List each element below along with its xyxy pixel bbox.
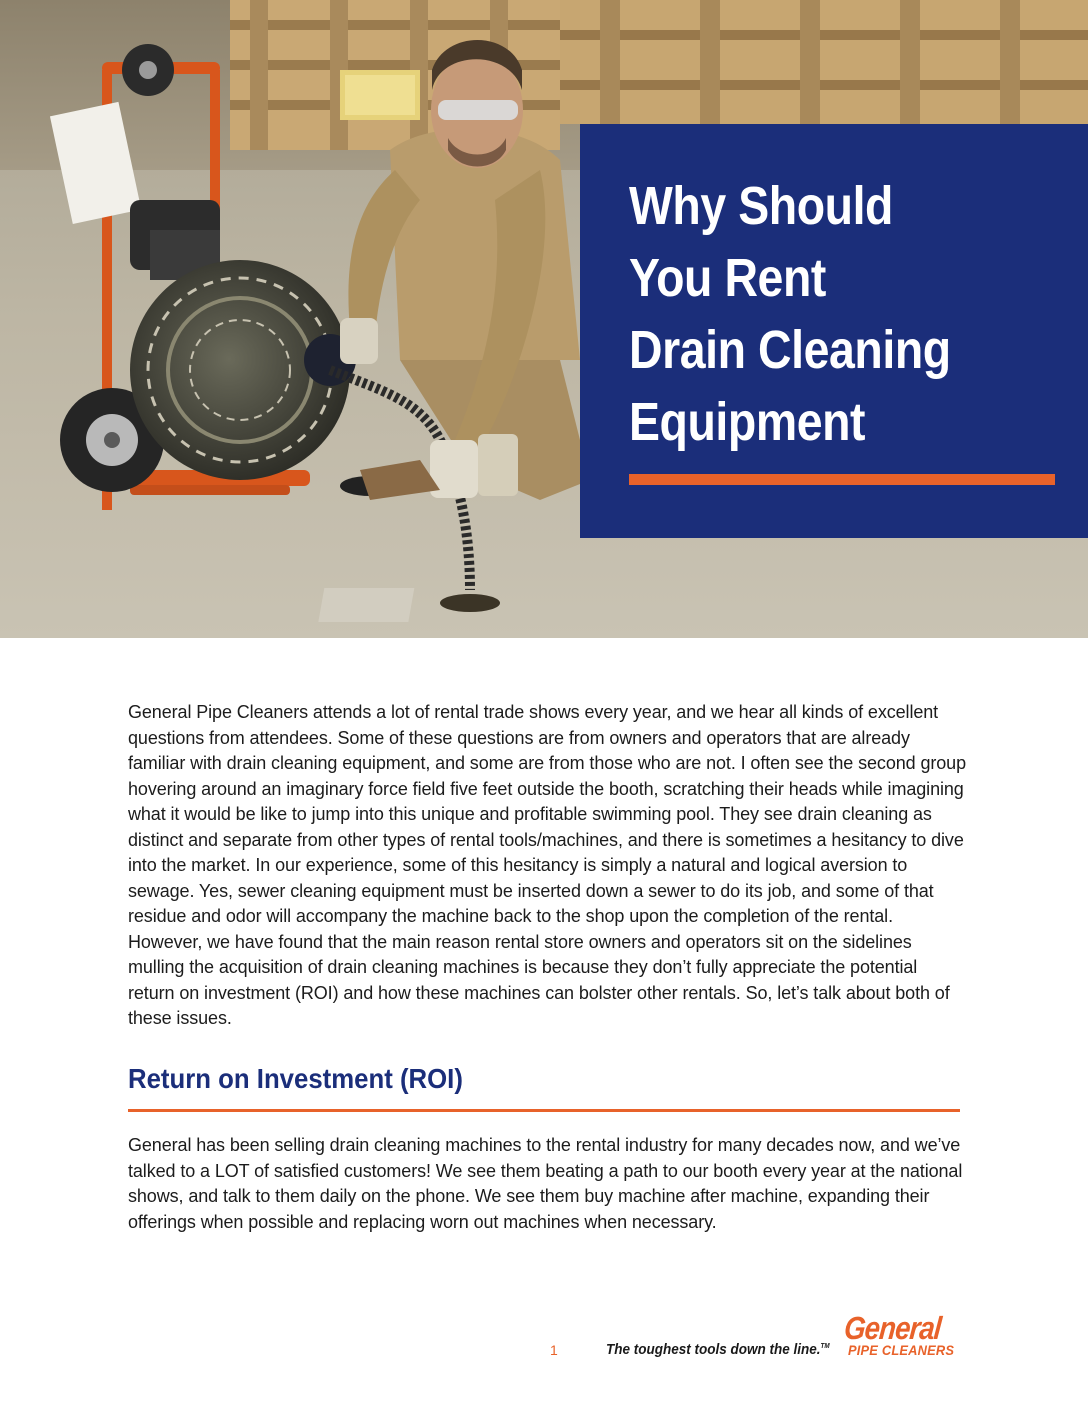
page-title-line-2: You Rent [629,248,826,308]
page-number: 1 [550,1342,558,1358]
general-pipe-cleaners-logo [842,1310,966,1360]
tagline-text: The toughest tools down the line. [606,1341,821,1358]
logo-wordmark: General [842,1310,943,1346]
intro-paragraph: General Pipe Cleaners attends a lot of rental trade shows every year, and we hear all kinds of excellent questions from attendees. Some of these questions are from owners and operators that are already familiar with drain cleaning equipment, and some are from those who are not. I often see the second group hovering around an imaginary force field five feet outside the booth, scratching their heads while imagining what it would be like to jump into this unique and profitable swimming pool. They see drain cleaning as distinct and separate from other types of rental tools/machines, and there is sometimes a hesitancy to dive into the market. In our experience, some of this hesitancy is simply a natural and logical aversion to sewage. Yes, sewer cleaning equipment must be inserted down a sewer to do its job, and some of that residue and odor will accompany the machine back to the shop upon the completion of the rental. However, we have found that the main reason rental store owners and operators sit on the sidelines mulling the acquisition of drain cleaning machines is because they don’t fully appreciate the potential return on investment (ROI) and how these machines can bolster other rentals. So, let’s talk about both of these issues. [128,702,966,1028]
title-divider [629,474,1055,485]
page-title [629,170,951,458]
section-heading-roi: Return on Investment (ROI) [128,1063,463,1094]
footer-tagline [606,1341,830,1358]
page-title-line-3: Drain Cleaning [629,320,951,380]
hero-banner [0,0,1088,638]
page-title-line-1: Why Should [629,176,893,236]
trademark-mark: TM [820,1343,830,1350]
roi-paragraph: General has been selling drain cleaning machines to the rental industry for many decades now, and we’ve talked to a LOT of satisfied customers! We see them beating a path to our booth every year at the national shows, and talk to them daily on the phone. We see them buy machine after machine, expanding their offerings when possible and replacing worn out machines when necessary. [128,1135,963,1232]
title-panel [580,124,1088,538]
section-divider [128,1109,960,1112]
page-title-line-4: Equipment [629,392,866,452]
logo-subtitle: PIPE CLEANERS [848,1342,955,1358]
